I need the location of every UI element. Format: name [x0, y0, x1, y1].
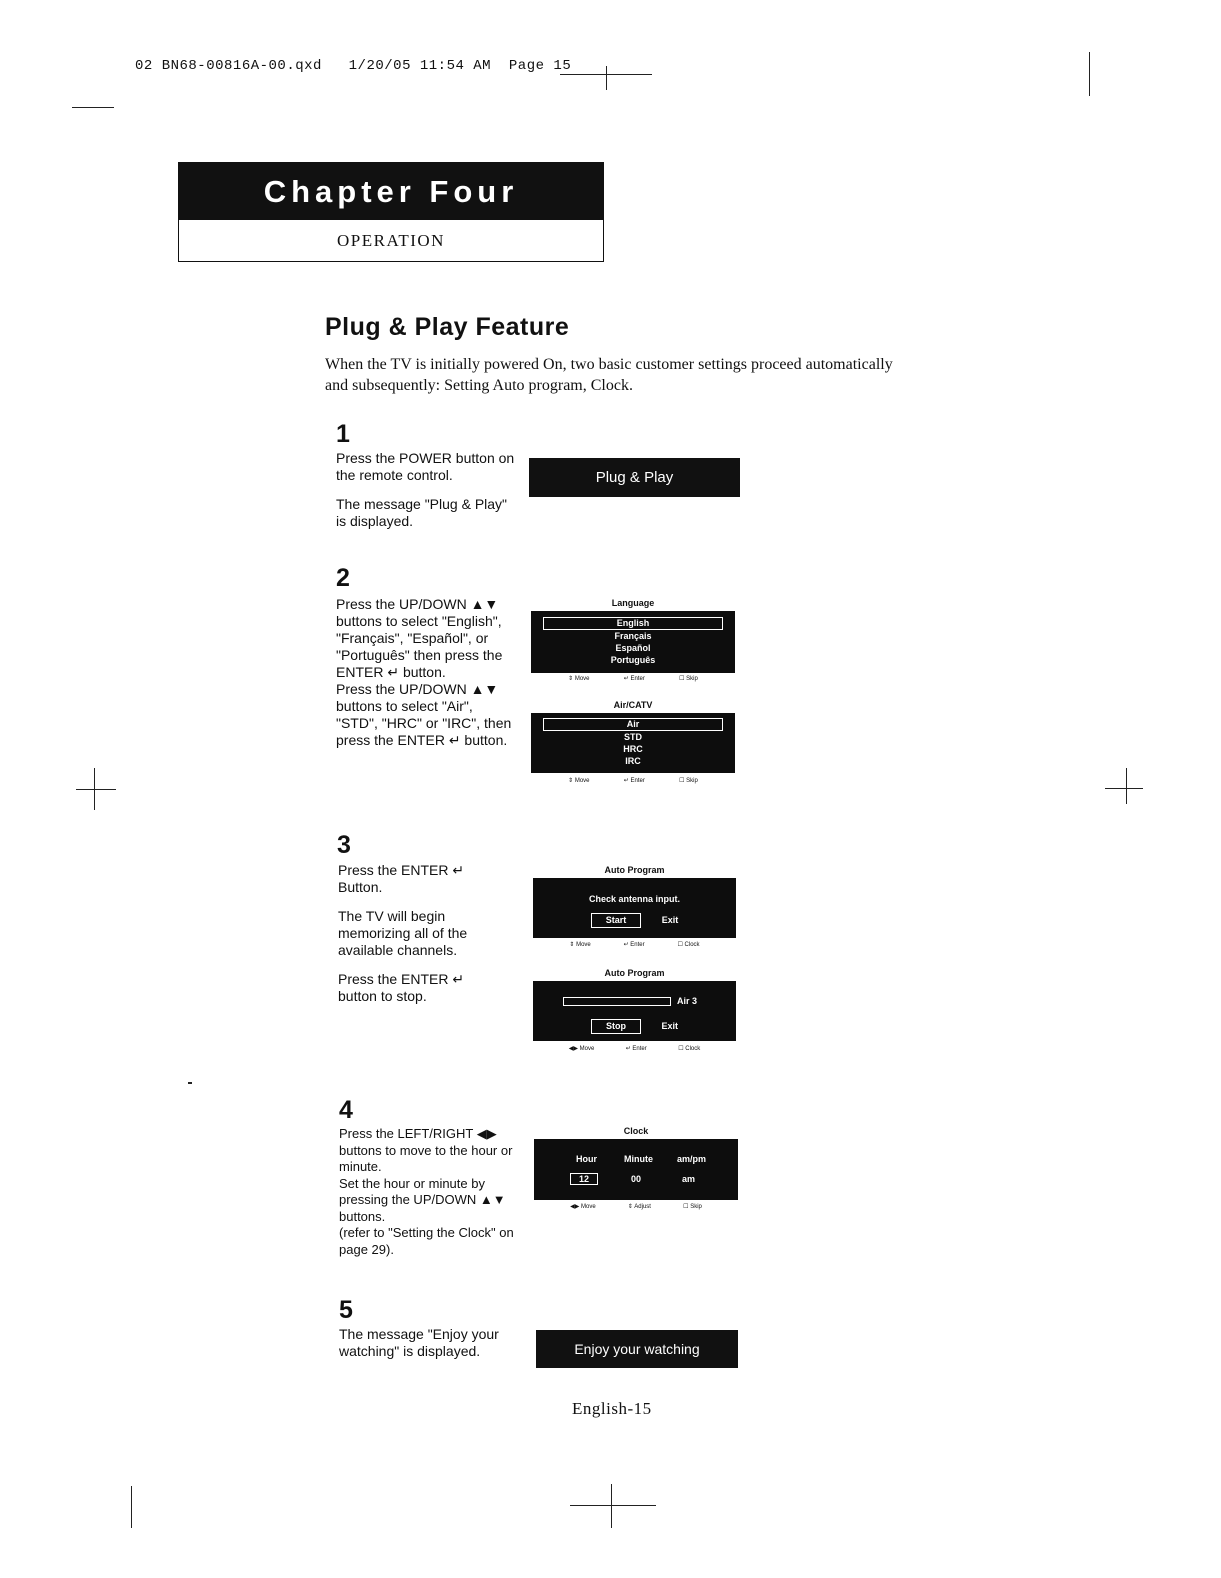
crop-mark-bottom-left — [131, 1486, 132, 1528]
air-catv-screen-footer — [531, 777, 735, 784]
footer-enter: ↵ Enter — [625, 1046, 647, 1052]
clock-label-hour: Hour — [576, 1154, 597, 1164]
chapter-box — [178, 162, 604, 262]
step-5-para-1: The message "Enjoy your watching" is displayed. — [339, 1326, 499, 1359]
language-option-english[interactable]: English — [543, 617, 723, 630]
footer-skip: ☐ Skip — [679, 778, 698, 784]
auto-program-2-screen — [533, 981, 736, 1041]
clock-minute-value[interactable]: 00 — [631, 1174, 642, 1184]
start-button[interactable]: Start — [591, 913, 642, 928]
footer-enter: ↵ Enter — [623, 676, 645, 682]
step-4-para-2: Set the hour or minute by pressing the UP/DOWN ▲▼ buttons. — [339, 1175, 506, 1224]
air-catv-option-irc[interactable]: IRC — [625, 756, 641, 766]
language-screen-title: Language — [611, 598, 655, 608]
clock-screen-footer — [534, 1203, 738, 1210]
plug-play-screen — [529, 458, 740, 497]
footer-enter: ↵ Enter — [623, 942, 645, 948]
crop-mark-top-right — [1089, 52, 1090, 96]
footer-move: ⇕ Move — [569, 942, 591, 948]
footer-skip: ☐ Skip — [683, 1204, 702, 1210]
clock-label-minute: Minute — [624, 1154, 653, 1164]
header-page-number: 15 — [553, 58, 572, 74]
step-4-para-3: (refer to "Setting the Clock" on page 29). — [339, 1225, 514, 1257]
step-2-para-1: Press the UP/DOWN ▲▼ buttons to select "English", "Français", "Español", or "Português" then press the ENTER ↵ button. — [336, 596, 503, 680]
footer-move: ◀▶ Move — [568, 1046, 595, 1052]
page-number-footer: English-15 — [572, 1399, 652, 1418]
auto-program-1-screen — [533, 878, 736, 938]
air-catv-option-hrc[interactable]: HRC — [623, 744, 643, 754]
air-catv-screen — [531, 713, 735, 773]
channel-readout: Air 3 — [677, 996, 698, 1006]
step-2-text — [336, 596, 514, 761]
crop-mark-top-left — [72, 107, 114, 108]
reg-mark-bottom-h — [570, 1505, 656, 1506]
footer-skip: ☐ Skip — [679, 676, 698, 682]
header-file: 02 BN68-00816A-00.qxd — [135, 58, 322, 74]
exit-button[interactable]: Exit — [661, 915, 679, 925]
header-page-label: Page — [508, 58, 545, 74]
stray-dot — [188, 1082, 192, 1084]
step-3-text — [338, 862, 498, 1017]
print-header — [135, 58, 571, 74]
auto-program-1-footer — [533, 941, 736, 948]
language-screen-footer — [531, 675, 735, 682]
crop-mark-top-center — [606, 66, 607, 90]
step-5-text — [339, 1326, 499, 1372]
language-option-portugues[interactable]: Português — [610, 655, 656, 665]
step-1-para-1: Press the POWER button on the remote control. — [336, 450, 515, 483]
step-4-text — [339, 1126, 529, 1258]
auto-program-1-title: Auto Program — [604, 865, 665, 875]
reg-mark-right-h — [1105, 788, 1143, 789]
step-5-number: 5 — [339, 1296, 353, 1324]
exit-button[interactable]: Exit — [661, 1021, 679, 1031]
step-1-para-2: The message "Plug & Play" is displayed. — [336, 496, 508, 529]
auto-program-2-title: Auto Program — [604, 968, 665, 978]
footer-move: ◀▶ Move — [570, 1204, 596, 1210]
air-catv-screen-title: Air/CATV — [613, 700, 653, 710]
step-2-para-2: Press the UP/DOWN ▲▼ buttons to select "Air", "STD", "HRC" or "IRC", then press the ENTER ↵ button. — [336, 681, 512, 748]
chapter-subtitle: OPERATION — [337, 231, 445, 250]
footer-clock: ☐ Clock — [677, 942, 700, 948]
chapter-title: Chapter Four — [179, 163, 603, 220]
language-screen — [531, 611, 735, 673]
footer-adjust: ⇕ Adjust — [627, 1204, 651, 1210]
progress-bar — [563, 997, 671, 1006]
footer-enter: ↵ Enter — [623, 778, 645, 784]
step-1-number: 1 — [336, 420, 350, 448]
clock-label-ampm: am/pm — [677, 1154, 707, 1164]
footer-clock: ☐ Clock — [678, 1046, 701, 1052]
header-date: 1/20/05 — [348, 58, 411, 74]
step-3-para-1: Press the ENTER ↵ Button. — [338, 862, 465, 895]
air-catv-option-std[interactable]: STD — [624, 732, 642, 742]
clock-screen — [534, 1139, 738, 1200]
stop-button[interactable]: Stop — [591, 1019, 641, 1034]
feature-title: Plug & Play Feature — [325, 313, 570, 341]
step-3-number: 3 — [337, 831, 351, 859]
footer-move: ⇕ Move — [568, 676, 590, 682]
enjoy-message: Enjoy your watching — [574, 1341, 700, 1357]
reg-mark-left-v — [94, 768, 95, 810]
step-3-para-3: Press the ENTER ↵ button to stop. — [338, 971, 465, 1004]
clock-ampm-value[interactable]: am — [682, 1174, 696, 1184]
reg-mark-bottom-v — [611, 1484, 612, 1528]
clock-hour-value[interactable]: 12 — [570, 1173, 598, 1185]
auto-program-2-footer — [533, 1045, 736, 1052]
step-3-para-2: The TV will begin memorizing all of the available channels. — [338, 908, 468, 958]
plug-play-message: Plug & Play — [595, 469, 674, 486]
step-4-number: 4 — [339, 1096, 353, 1124]
reg-mark-left-h — [76, 789, 116, 790]
step-2-number: 2 — [336, 564, 350, 592]
step-4-para-1: Press the LEFT/RIGHT ◀▶ buttons to move to the hour or minute. — [339, 1126, 513, 1174]
footer-move: ⇕ Move — [568, 778, 590, 784]
language-option-francais[interactable]: Français — [614, 631, 652, 641]
air-catv-option-air[interactable]: Air — [543, 718, 723, 731]
antenna-message: Check antenna input. — [588, 894, 680, 904]
header-time: 11:54 AM — [419, 58, 492, 74]
step-1-text — [336, 450, 521, 542]
enjoy-screen — [536, 1330, 738, 1368]
feature-intro: When the TV is initially powered On, two basic customer settings proceed automatically and subsequently: Setting Auto program, Clock. — [325, 356, 893, 394]
language-option-espanol[interactable]: Español — [615, 643, 651, 653]
clock-screen-title: Clock — [623, 1126, 649, 1136]
reg-mark-right-v — [1126, 768, 1127, 804]
